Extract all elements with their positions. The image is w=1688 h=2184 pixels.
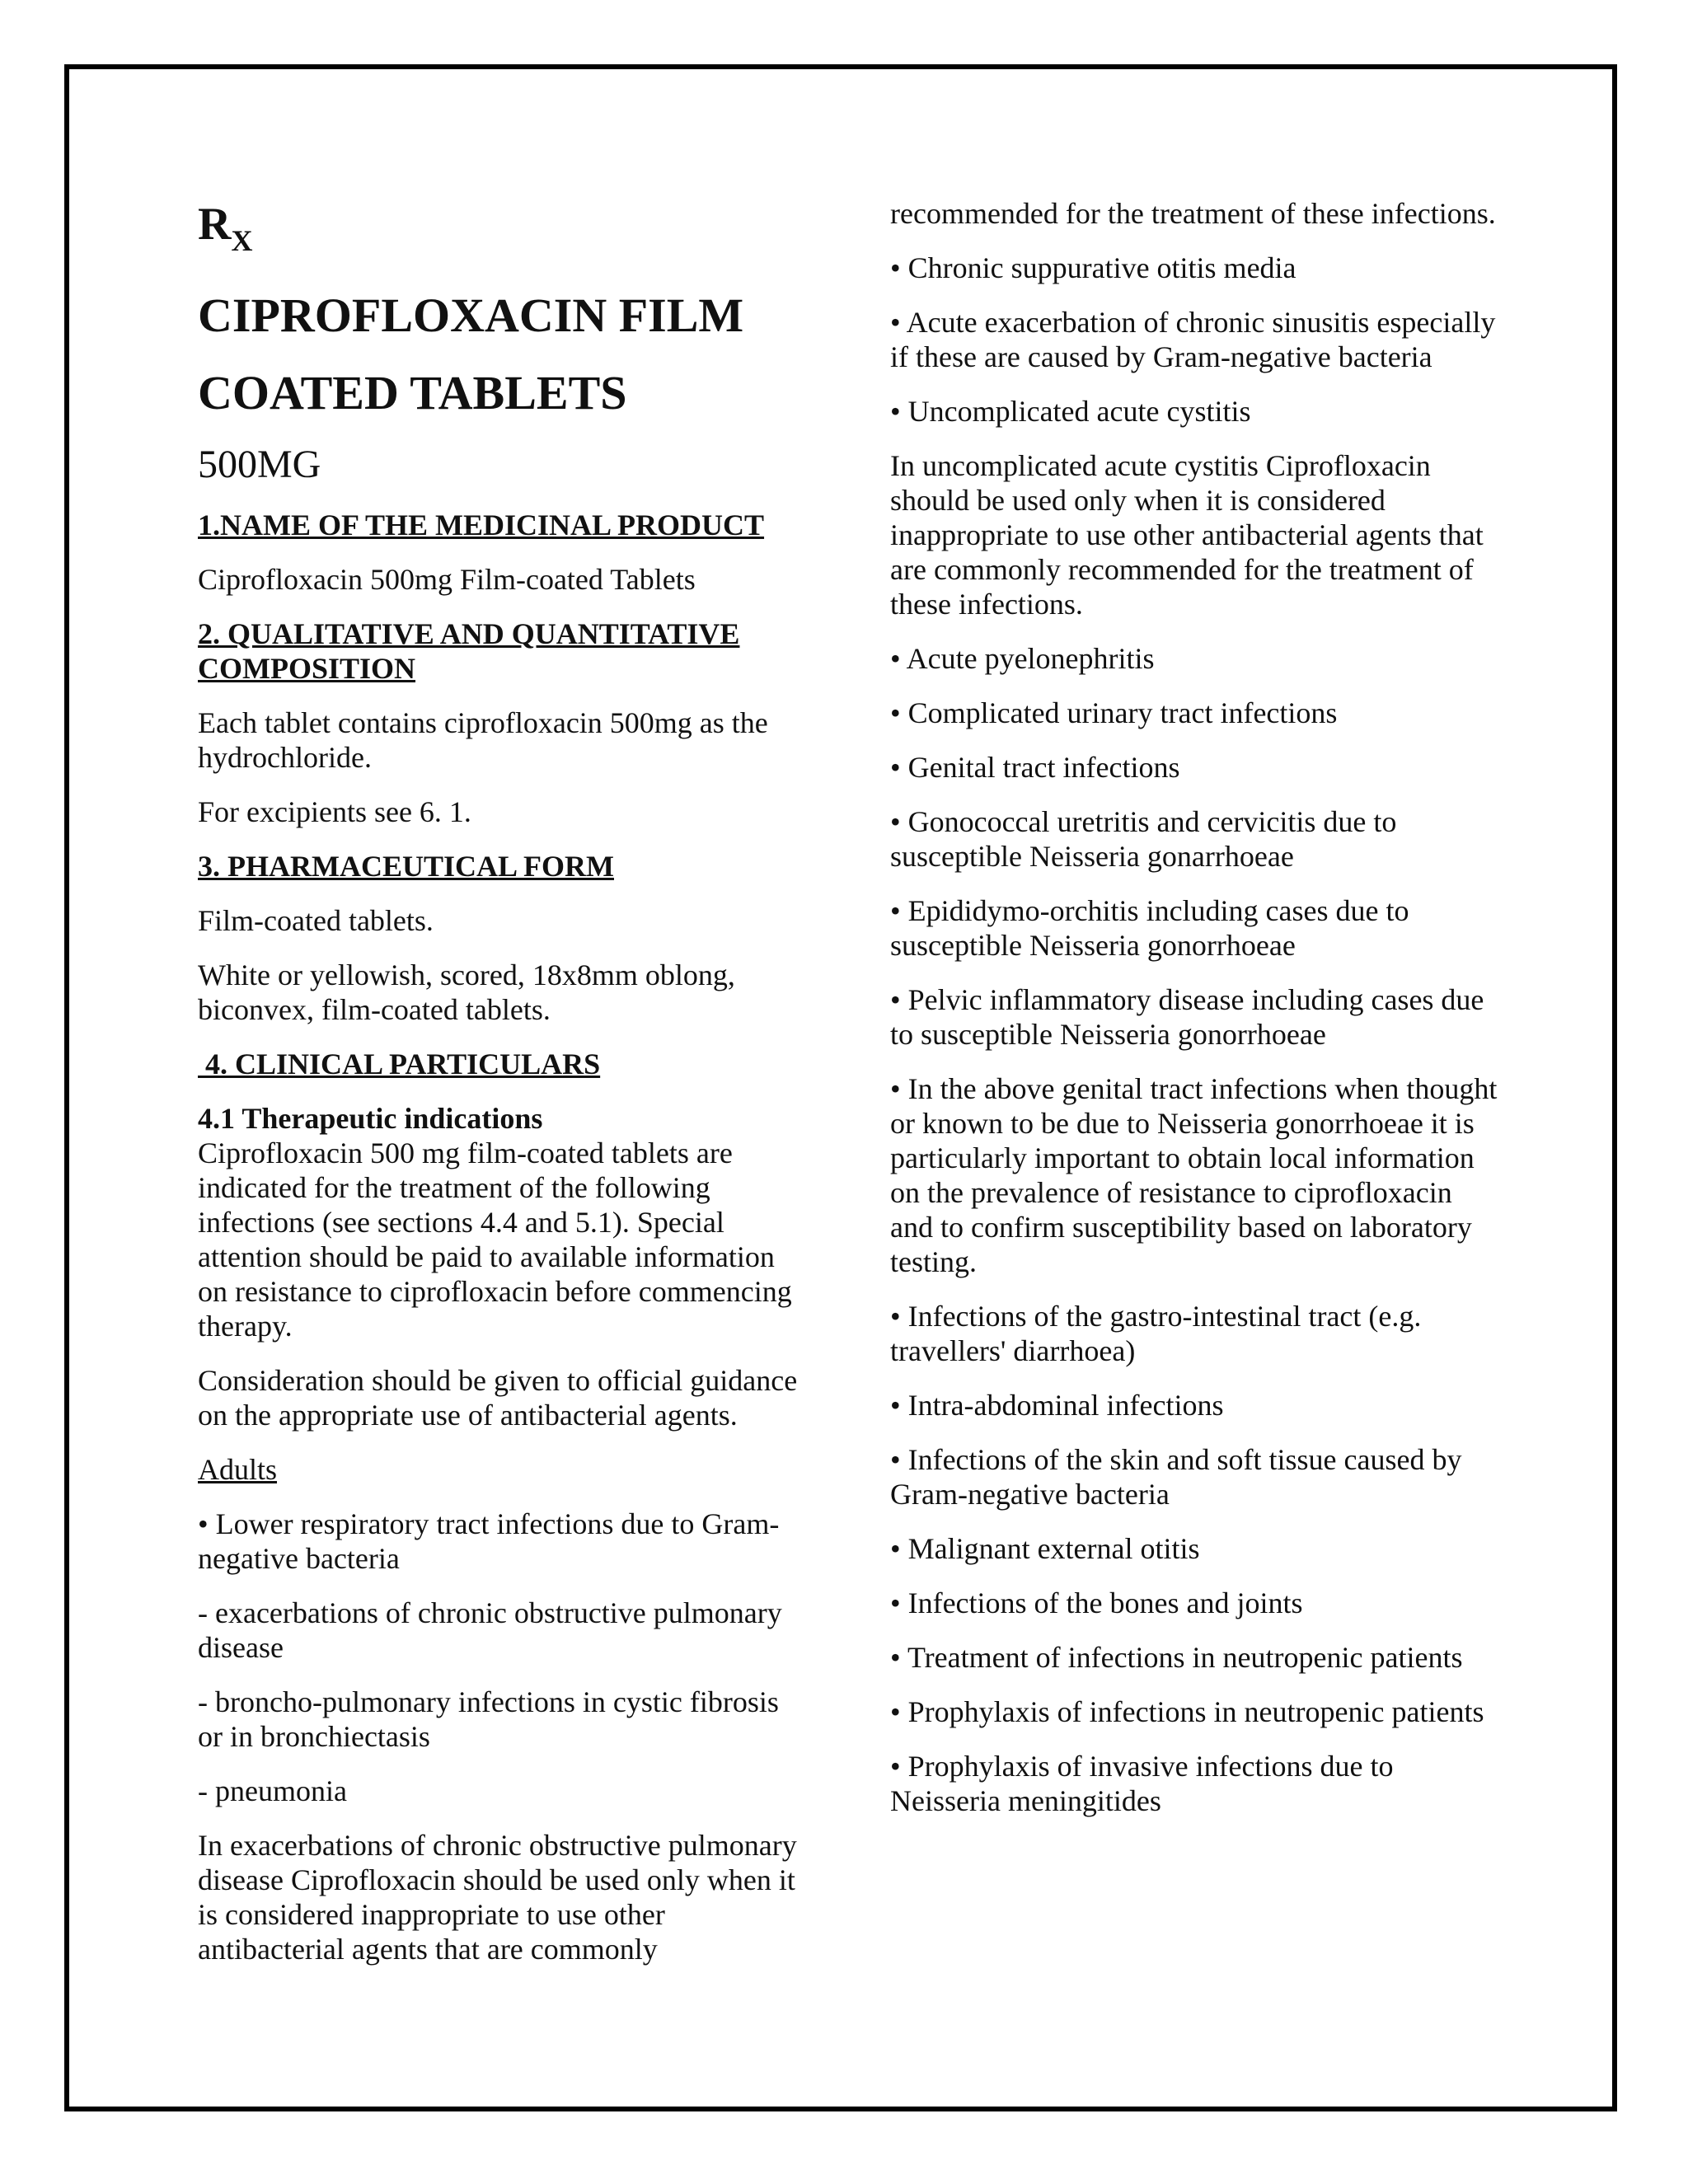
list-item: • Treatment of infections in neutropenic patients	[890, 1641, 1463, 1674]
list-item: • Acute exacerbation of chronic sinusitis especially if these are caused by Gram-negative bacteria	[890, 306, 1496, 373]
section-3-description: White or yellowish, scored, 18x8mm oblong, biconvex, film-coated tablets.	[198, 958, 735, 1026]
cystitis-note: In uncomplicated acute cystitis Ciprofloxacin should be used only when it is considered inappropriate to use other antibacterial agents that are commonly recommended for the treatment of these infections.	[890, 449, 1484, 621]
rx-symbol: $R_X$	[198, 199, 253, 257]
product-strength: 500MG	[198, 443, 321, 486]
section-4-heading: 4. CLINICAL PARTICULARS	[198, 1047, 601, 1080]
product-title-line-1: CIPROFLOXACIN FILM	[198, 288, 744, 342]
list-item: • Uncomplicated acute cystitis	[890, 395, 1251, 428]
right-column	[890, 196, 1500, 1838]
adults-subheading: Adults	[198, 1453, 278, 1486]
list-item: • In the above genital tract infections when thought or known to be due to Neisseria gonorrhoeae it is particularly important to obtain local information on the prevalence of resistance to ciprofloxacin and to confirm susceptibility based on laboratory testing.	[890, 1072, 1498, 1278]
section-4-1-heading: 4.1 Therapeutic indications	[198, 1102, 543, 1135]
list-item: • Infections of the bones and joints	[890, 1586, 1303, 1619]
list-item: - exacerbations of chronic obstructive pulmonary disease	[198, 1596, 782, 1664]
list-item: • Malignant external otitis	[890, 1532, 1200, 1565]
list-item: • Chronic suppurative otitis media	[890, 251, 1296, 284]
list-item: • Epididymo-orchitis including cases due to susceptible Neisseria gonorrhoeae	[890, 894, 1409, 962]
indications-intro: Ciprofloxacin 500 mg film-coated tablets are indicated for the treatment of the following infections (see sections 4.4 and 5.1). Special attention should be paid to available information on resistance to ciprofloxacin before commencing therapy.	[198, 1137, 792, 1343]
left-column	[198, 198, 808, 1986]
section-1-heading: 1.NAME OF THE MEDICINAL PRODUCT	[198, 509, 765, 541]
product-title-line-2: COATED TABLETS	[198, 366, 627, 419]
list-item: • Infections of the skin and soft tissue caused by Gram-negative bacteria	[890, 1443, 1462, 1511]
list-item: • Gonococcal uretritis and cervicitis due to susceptible Neisseria gonarrhoeae	[890, 805, 1397, 873]
section-1-text: Ciprofloxacin 500mg Film-coated Tablets	[198, 563, 696, 596]
section-3-form: Film-coated tablets.	[198, 904, 434, 937]
section-2-excipients: For excipients see 6. 1.	[198, 795, 471, 828]
list-item: • Prophylaxis of invasive infections due to Neisseria meningitides	[890, 1750, 1394, 1817]
list-item: • Lower respiratory tract infections due to Gram-negative bacteria	[198, 1507, 780, 1575]
list-item: • Genital tract infections	[890, 751, 1180, 784]
guidance-text: Consideration should be given to official guidance on the appropriate use of antibacterial agents.	[198, 1364, 798, 1432]
copd-note: In exacerbations of chronic obstructive pulmonary disease Ciprofloxacin should be used only when it is considered inappropriate to use other antibacterial agents that are commonly	[198, 1829, 797, 1966]
list-item: - broncho-pulmonary infections in cystic fibrosis or in bronchiectasis	[198, 1685, 779, 1753]
right-flow	[890, 196, 1500, 1818]
list-item: • Intra-abdominal infections	[890, 1389, 1224, 1422]
copd-note-continued: recommended for the treatment of these infections.	[890, 197, 1496, 230]
section-2-text: Each tablet contains ciprofloxacin 500mg as the hydrochloride.	[198, 706, 768, 774]
section-3-heading: 3. PHARMACEUTICAL FORM	[198, 850, 614, 883]
list-item: • Prophylaxis of infections in neutropenic patients	[890, 1695, 1484, 1728]
list-item: • Infections of the gastro-intestinal tract (e.g. travellers' diarrhoea)	[890, 1300, 1422, 1367]
list-item: • Complicated urinary tract infections	[890, 696, 1338, 729]
list-item: - pneumonia	[198, 1774, 347, 1807]
list-item: • Acute pyelonephritis	[890, 642, 1155, 675]
section-2-heading: 2. QUALITATIVE AND QUANTITATIVE COMPOSITION	[198, 617, 740, 685]
list-item: • Pelvic inflammatory disease including cases due to susceptible Neisseria gonorrhoeae	[890, 983, 1484, 1051]
